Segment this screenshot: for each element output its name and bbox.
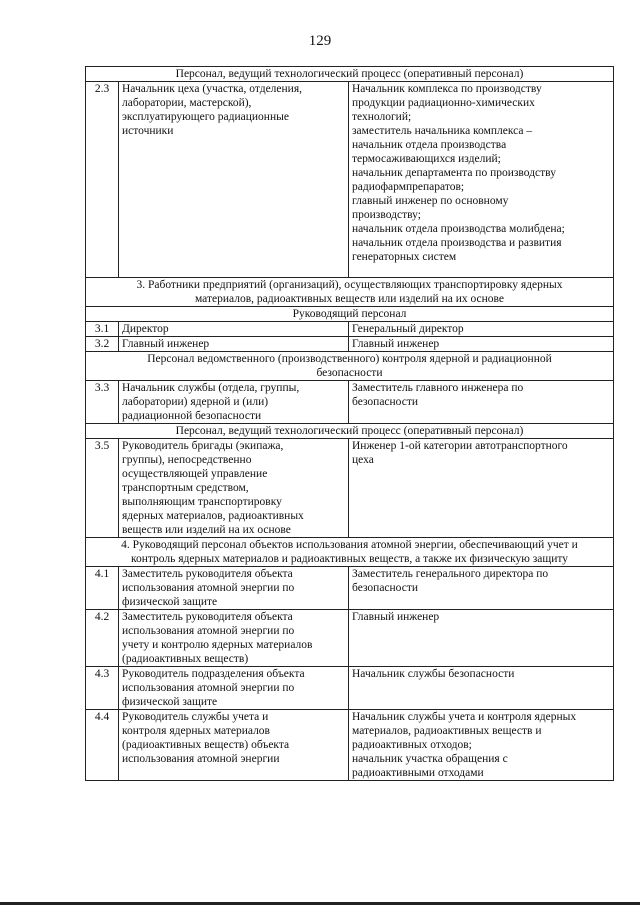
position-cell: Начальник службы (отдела, группы, лаборатории) ядерной и (или) радиационной безопасности: [119, 381, 349, 424]
section-title-4: 4. Руководящий персонал объектов использования атомной энергии, обеспечивающий учет и контроль ядерных материалов и радиоактивных веществ, а также их физическую защиту: [86, 538, 614, 567]
section-title-3: 3. Работники предприятий (организаций), осуществляющих транспортировку ядерных материалов, радиоактивных веществ или изделий на их основе: [86, 278, 614, 307]
authority-cell: Заместитель генерального директора по безопасности: [349, 567, 614, 610]
authority-cell: Начальник комплекса по производству продукции радиационно-химических технологий; заместитель начальника комплекса – начальник отдела производства термосаживающихся изделий; начальник департамента по производству радиофармпрепаратов; главный инженер по основному производству; начальник отдела производства молибдена; начальник отдела производства и развития генераторных систем: [349, 82, 614, 278]
row-number: 4.2: [86, 610, 119, 667]
table-row: [86, 667, 614, 710]
authority-cell: Начальник службы учета и контроля ядерных материалов, радиоактивных веществ и радиоактивных отходов; начальник участка обращения с радиоактивными отходами: [349, 710, 614, 781]
table-row: [86, 322, 614, 337]
section-header-row: [86, 307, 614, 322]
section-header-row: [86, 538, 614, 567]
position-cell: Главный инженер: [119, 337, 349, 352]
section-header-row: [86, 278, 614, 307]
section-header-operational: Персонал, ведущий технологический процесс (оперативный персонал): [86, 424, 614, 439]
authority-cell: Главный инженер: [349, 610, 614, 667]
position-cell: Руководитель бригады (экипажа, группы), непосредственно осуществляющей управление транспортным средством, выполняющим транспортировку ядерных материалов, радиоактивных веществ или изделий на их основе: [119, 439, 349, 538]
personnel-table: [85, 66, 614, 781]
section-header-safety-control: Персонал ведомственного (производственного) контроля ядерной и радиационной безопасности: [86, 352, 614, 381]
row-number: 2.3: [86, 82, 119, 278]
position-cell: Директор: [119, 322, 349, 337]
row-number: 3.3: [86, 381, 119, 424]
authority-cell: Начальник службы безопасности: [349, 667, 614, 710]
row-number: 4.4: [86, 710, 119, 781]
section-header-operational: Персонал, ведущий технологический процесс (оперативный персонал): [86, 67, 614, 82]
position-cell: Заместитель руководителя объекта использования атомной энергии по учету и контролю ядерных материалов (радиоактивных веществ): [119, 610, 349, 667]
authority-cell: Главный инженер: [349, 337, 614, 352]
table-row: [86, 710, 614, 781]
section-header-row: [86, 67, 614, 82]
authority-cell: Генеральный директор: [349, 322, 614, 337]
row-number: 3.1: [86, 322, 119, 337]
row-number: 3.5: [86, 439, 119, 538]
position-cell: Руководитель службы учета и контроля ядерных материалов (радиоактивных веществ) объекта использования атомной энергии: [119, 710, 349, 781]
position-cell: Руководитель подразделения объекта использования атомной энергии по физической защите: [119, 667, 349, 710]
table-row: [86, 337, 614, 352]
table-row: [86, 610, 614, 667]
section-header-row: [86, 352, 614, 381]
page-number: 129: [308, 33, 332, 49]
row-number: 3.2: [86, 337, 119, 352]
section-header-row: [86, 424, 614, 439]
position-cell: Начальник цеха (участка, отделения, лаборатории, мастерской), эксплуатирующего радиационные источники: [119, 82, 349, 278]
table-row: [86, 567, 614, 610]
row-number: 4.1: [86, 567, 119, 610]
table-row: [86, 381, 614, 424]
row-number: 4.3: [86, 667, 119, 710]
table-row: [86, 439, 614, 538]
table-row: [86, 82, 614, 278]
section-header-management: Руководящий персонал: [86, 307, 614, 322]
position-cell: Заместитель руководителя объекта использования атомной энергии по физической защите: [119, 567, 349, 610]
authority-cell: Заместитель главного инженера по безопасности: [349, 381, 614, 424]
authority-cell: Инженер 1-ой категории автотранспортного цеха: [349, 439, 614, 538]
